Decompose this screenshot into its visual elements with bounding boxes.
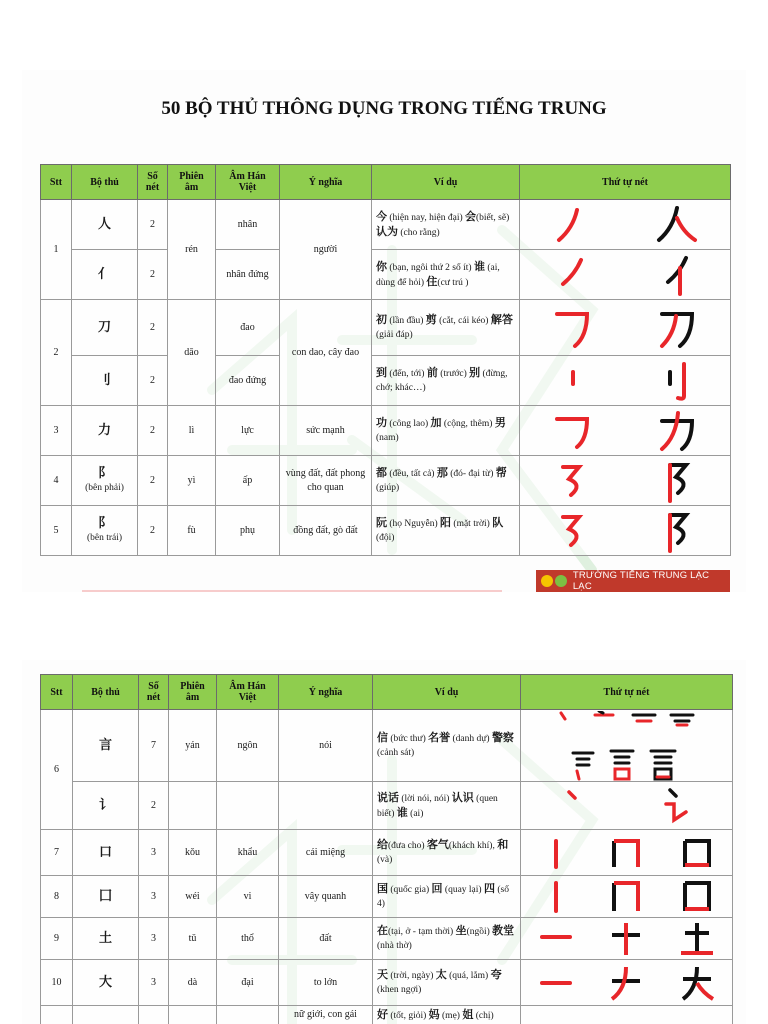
header-stt: Stt bbox=[41, 165, 72, 200]
table-row bbox=[41, 250, 731, 300]
example-gloss: (mẹ) bbox=[439, 1011, 463, 1021]
cell-radical: 囗 bbox=[73, 876, 139, 918]
example-gloss: (ai) bbox=[407, 808, 424, 819]
document-page-1 bbox=[22, 70, 746, 592]
example-gloss: (trời, ngày) bbox=[388, 971, 436, 981]
example-hanzi: 解答 bbox=[490, 313, 513, 326]
cell-example bbox=[373, 710, 521, 782]
cell-stt: 5 bbox=[41, 506, 72, 556]
cell-meaning: vùng đất, đất phong cho quan bbox=[280, 456, 372, 506]
example-hanzi: 阳 bbox=[440, 516, 452, 529]
example-hanzi: 名誉 bbox=[428, 731, 451, 744]
cell-hanviet: lực bbox=[216, 406, 280, 456]
example-hanzi: 住 bbox=[426, 274, 438, 288]
header-strokes: Số nét bbox=[139, 675, 169, 710]
cell-radical: 讠 bbox=[73, 782, 139, 830]
logo-face-icon bbox=[541, 575, 553, 587]
example-gloss: (bức thư) bbox=[388, 734, 429, 744]
cell-stroke-order bbox=[520, 356, 731, 406]
header-meaning: Ý nghĩa bbox=[279, 675, 373, 710]
cell-strokes: 3 bbox=[139, 830, 169, 876]
school-logo-banner bbox=[536, 570, 730, 592]
cell-example bbox=[373, 918, 521, 960]
example-hanzi: 今 bbox=[376, 209, 387, 223]
example-gloss: (khen ngợi) bbox=[377, 985, 422, 995]
cell-hanviet: đao bbox=[216, 300, 280, 356]
cell-meaning: cái miệng bbox=[279, 830, 373, 876]
example-hanzi: 功 bbox=[376, 416, 387, 429]
example-hanzi: 队 bbox=[492, 516, 504, 529]
cell-strokes: 2 bbox=[138, 356, 168, 406]
example-gloss: (cảnh sát) bbox=[377, 748, 415, 758]
table-header-row bbox=[41, 165, 731, 200]
table-row bbox=[41, 300, 731, 356]
example-gloss: (quá, lắm) bbox=[446, 971, 491, 981]
cell-stroke-order bbox=[520, 300, 731, 356]
header-stt: Stt bbox=[41, 675, 73, 710]
example-gloss: (khách khí), bbox=[448, 841, 498, 851]
example-hanzi: 太 bbox=[435, 968, 447, 981]
example-gloss: (tốt, giỏi) bbox=[388, 1011, 429, 1021]
example-hanzi: 在 bbox=[377, 924, 388, 937]
cell-stt: 8 bbox=[41, 876, 73, 918]
example-hanzi: 那 bbox=[436, 466, 448, 479]
cell-pinyin: tǔ bbox=[169, 918, 217, 960]
header-stroke-order: Thứ tự nét bbox=[520, 165, 731, 200]
example-gloss: (nam) bbox=[376, 433, 399, 443]
cell-radical: 阝 (bên phải) bbox=[72, 456, 138, 506]
example-hanzi: 男 bbox=[494, 416, 506, 429]
example-gloss: (họ Nguyễn) bbox=[387, 519, 441, 529]
cell-stt bbox=[41, 1006, 73, 1024]
header-radical: Bộ thủ bbox=[72, 165, 138, 200]
cell-hanviet: nhân đứng bbox=[216, 250, 280, 300]
stroke-order-diagram bbox=[521, 963, 732, 1003]
example-hanzi: 会 bbox=[465, 209, 476, 223]
example-gloss: (hiện nay, hiện đại) bbox=[387, 212, 465, 223]
document-page-2 bbox=[22, 660, 746, 1024]
document-title: 50 BỘ THỦ THÔNG DỤNG TRONG TIẾNG TRUNG bbox=[161, 98, 607, 119]
cell-strokes: 2 bbox=[139, 782, 169, 830]
cell-strokes: 2 bbox=[138, 506, 168, 556]
cell-pinyin: dāo bbox=[168, 300, 216, 406]
table-row bbox=[41, 918, 733, 960]
cell-strokes: 2 bbox=[138, 200, 168, 250]
example-gloss: (biết, sẽ) bbox=[476, 212, 510, 223]
stroke-order-diagram bbox=[521, 711, 732, 781]
cell-example bbox=[372, 456, 520, 506]
cell-meaning: vây quanh bbox=[279, 876, 373, 918]
cell-radical: 力 bbox=[72, 406, 138, 456]
cell-radical bbox=[73, 1006, 139, 1024]
cell-pinyin: yì bbox=[168, 456, 216, 506]
example-gloss: (đừng, chớ; khác…) bbox=[376, 369, 508, 393]
cell-stroke-order bbox=[520, 506, 731, 556]
example-hanzi: 国 bbox=[377, 882, 388, 895]
header-example: Ví dụ bbox=[372, 165, 520, 200]
example-gloss: (giải đáp) bbox=[376, 330, 413, 340]
table-row bbox=[41, 876, 733, 918]
cell-stt: 10 bbox=[41, 960, 73, 1006]
header-radical: Bộ thủ bbox=[73, 675, 139, 710]
table-row bbox=[41, 456, 731, 506]
example-hanzi: 教堂 bbox=[492, 924, 515, 937]
cell-stroke-order bbox=[520, 456, 731, 506]
example-gloss: (công lao) bbox=[387, 419, 431, 429]
cell-stroke-order bbox=[521, 1006, 733, 1024]
cell-radical: 土 bbox=[73, 918, 139, 960]
example-hanzi: 好 bbox=[377, 1008, 388, 1021]
table-row bbox=[41, 200, 731, 250]
example-hanzi: 初 bbox=[376, 313, 387, 326]
cell-pinyin bbox=[169, 782, 217, 830]
example-gloss: (trước) bbox=[437, 369, 470, 379]
table-row bbox=[41, 506, 731, 556]
example-gloss: (quen biết) bbox=[377, 793, 498, 819]
stroke-order-diagram bbox=[521, 919, 732, 959]
header-pinyin: Phiên âm bbox=[169, 675, 217, 710]
stroke-order-diagram bbox=[520, 254, 730, 296]
example-gloss: (danh dự) bbox=[450, 734, 492, 744]
cell-radical: 刂 bbox=[72, 356, 138, 406]
example-hanzi: 夸 bbox=[490, 968, 502, 981]
example-gloss: (quốc gia) bbox=[388, 885, 432, 895]
cell-meaning: nữ giới, con gái bbox=[279, 1006, 373, 1024]
cell-hanviet: khẩu bbox=[217, 830, 279, 876]
example-gloss: (cư trú ) bbox=[437, 277, 469, 288]
logo-face-icon bbox=[555, 575, 567, 587]
cell-radical: 阝 (bên trái) bbox=[72, 506, 138, 556]
header-pinyin: Phiên âm bbox=[168, 165, 216, 200]
table-row bbox=[41, 406, 731, 456]
header-strokes: Số nét bbox=[138, 165, 168, 200]
example-hanzi: 前 bbox=[426, 366, 438, 379]
cell-radical: 大 bbox=[73, 960, 139, 1006]
cell-hanviet: phụ bbox=[216, 506, 280, 556]
cell-radical: 言 bbox=[73, 710, 139, 782]
cell-hanviet: vi bbox=[217, 876, 279, 918]
cell-example bbox=[372, 250, 520, 300]
cell-stroke-order bbox=[521, 782, 733, 830]
example-hanzi: 警察 bbox=[491, 731, 514, 744]
example-gloss: (đều, tất cả) bbox=[387, 469, 437, 479]
example-gloss: (đưa cho) bbox=[388, 841, 427, 851]
stroke-order-diagram bbox=[520, 459, 730, 503]
radicals-table-1 bbox=[40, 164, 731, 556]
example-gloss: (bạn, ngôi thứ 2 số ít) bbox=[387, 262, 474, 273]
stroke-order-diagram bbox=[520, 360, 730, 402]
stroke-order-diagram bbox=[520, 306, 730, 350]
cell-example bbox=[373, 1006, 521, 1024]
cell-strokes: 3 bbox=[139, 876, 169, 918]
example-hanzi: 客气 bbox=[426, 838, 449, 851]
header-hanviet: Âm Hán Việt bbox=[217, 675, 279, 710]
stroke-order-diagram bbox=[520, 509, 730, 553]
radicals-table-2 bbox=[40, 674, 733, 1024]
example-hanzi: 回 bbox=[431, 882, 443, 895]
cell-stt: 9 bbox=[41, 918, 73, 960]
example-gloss: (lời nói, nói) bbox=[399, 793, 452, 804]
cell-example bbox=[373, 960, 521, 1006]
cell-stt: 7 bbox=[41, 830, 73, 876]
cell-pinyin: wéi bbox=[169, 876, 217, 918]
example-gloss: (ai, dùng để hỏi) bbox=[376, 262, 500, 288]
cell-pinyin: lì bbox=[168, 406, 216, 456]
cell-strokes: 3 bbox=[139, 960, 169, 1006]
cell-hanviet bbox=[217, 1006, 279, 1024]
example-hanzi: 给 bbox=[377, 838, 388, 851]
stroke-order-diagram bbox=[521, 833, 732, 873]
example-hanzi: 加 bbox=[430, 416, 442, 429]
example-hanzi: 坐 bbox=[455, 924, 467, 937]
cell-hanviet: nhân bbox=[216, 200, 280, 250]
logo-text: TRƯỜNG TIẾNG TRUNG LẠC LẠC bbox=[572, 570, 710, 592]
cell-radical: 人 bbox=[72, 200, 138, 250]
cell-stroke-order bbox=[521, 960, 733, 1006]
example-hanzi: 剪 bbox=[425, 313, 437, 326]
table-header-row bbox=[41, 675, 733, 710]
stroke-order-diagram bbox=[520, 204, 730, 246]
cell-meaning: nói bbox=[279, 710, 373, 782]
table-row bbox=[41, 356, 731, 406]
example-gloss: (số 4) bbox=[377, 885, 509, 909]
example-hanzi: 你 bbox=[376, 259, 387, 273]
example-hanzi: 阮 bbox=[376, 516, 387, 529]
cell-example bbox=[372, 356, 520, 406]
cell-radical: 亻 bbox=[72, 250, 138, 300]
cell-hanviet: đại bbox=[217, 960, 279, 1006]
example-hanzi: 谁 bbox=[396, 805, 408, 819]
cell-strokes: 2 bbox=[138, 250, 168, 300]
cell-stroke-order bbox=[520, 406, 731, 456]
example-gloss: (đến, tới) bbox=[387, 369, 427, 379]
example-gloss: (chị) bbox=[473, 1011, 494, 1021]
cell-example bbox=[372, 300, 520, 356]
example-hanzi: 妈 bbox=[428, 1008, 440, 1021]
cell-strokes: 3 bbox=[139, 918, 169, 960]
cell-hanviet: ấp bbox=[216, 456, 280, 506]
cell-meaning: đất bbox=[279, 918, 373, 960]
cell-strokes: 2 bbox=[138, 300, 168, 356]
table-row bbox=[41, 782, 733, 830]
example-hanzi: 帮 bbox=[495, 466, 507, 479]
cell-meaning: to lớn bbox=[279, 960, 373, 1006]
cell-stroke-order bbox=[521, 710, 733, 782]
example-gloss: (mặt trời) bbox=[451, 519, 493, 529]
decorative-line bbox=[82, 590, 502, 592]
header-example: Ví dụ bbox=[373, 675, 521, 710]
cell-stroke-order bbox=[521, 918, 733, 960]
example-gloss: (đó- đại từ) bbox=[447, 469, 496, 479]
cell-example bbox=[373, 876, 521, 918]
example-hanzi: 天 bbox=[377, 968, 388, 981]
example-gloss: (nhà thờ) bbox=[377, 941, 412, 951]
cell-example bbox=[372, 506, 520, 556]
cell-stt: 6 bbox=[41, 710, 73, 830]
cell-strokes: 2 bbox=[138, 406, 168, 456]
stroke-order-diagram bbox=[520, 409, 730, 453]
example-hanzi: 和 bbox=[497, 838, 509, 851]
table-row bbox=[41, 960, 733, 1006]
cell-pinyin: rén bbox=[168, 200, 216, 300]
cell-pinyin bbox=[169, 1006, 217, 1024]
example-hanzi: 信 bbox=[377, 731, 388, 744]
cell-hanviet: thổ bbox=[217, 918, 279, 960]
example-hanzi: 到 bbox=[376, 366, 387, 379]
cell-strokes bbox=[139, 1006, 169, 1024]
cell-example bbox=[373, 782, 521, 830]
example-gloss: (cho rằng) bbox=[398, 227, 440, 238]
cell-stroke-order bbox=[521, 830, 733, 876]
example-gloss: (ngồi) bbox=[466, 927, 493, 937]
example-hanzi: 四 bbox=[483, 882, 495, 895]
cell-hanviet bbox=[217, 782, 279, 830]
example-gloss: (cắt, cái kéo) bbox=[436, 316, 491, 326]
cell-strokes: 7 bbox=[139, 710, 169, 782]
example-hanzi: 说话 bbox=[377, 790, 399, 804]
table-row bbox=[41, 830, 733, 876]
example-gloss: (đội) bbox=[376, 533, 395, 543]
example-gloss: (quay lại) bbox=[442, 885, 484, 895]
example-hanzi: 认识 bbox=[451, 790, 474, 804]
example-gloss: (và) bbox=[377, 855, 393, 865]
cell-stroke-order bbox=[521, 876, 733, 918]
cell-meaning: con dao, cây đao bbox=[280, 300, 372, 406]
cell-radical: 刀 bbox=[72, 300, 138, 356]
example-hanzi: 都 bbox=[376, 466, 387, 479]
header-stroke-order: Thứ tự nét bbox=[521, 675, 733, 710]
cell-pinyin: yán bbox=[169, 710, 217, 782]
cell-example bbox=[372, 200, 520, 250]
table-row bbox=[41, 710, 733, 782]
example-gloss: (giúp) bbox=[376, 483, 400, 493]
example-gloss: (cộng, thêm) bbox=[441, 419, 495, 429]
cell-example bbox=[372, 406, 520, 456]
cell-hanviet: ngôn bbox=[217, 710, 279, 782]
cell-stroke-order bbox=[520, 250, 731, 300]
cell-meaning: đồng đất, gò đất bbox=[280, 506, 372, 556]
cell-pinyin: kǒu bbox=[169, 830, 217, 876]
cell-hanviet: đao đứng bbox=[216, 356, 280, 406]
example-gloss: (tại, ở - tạm thời) bbox=[388, 927, 456, 937]
cell-meaning bbox=[279, 782, 373, 830]
example-hanzi: 姐 bbox=[462, 1008, 474, 1021]
header-hanviet: Âm Hán Việt bbox=[216, 165, 280, 200]
cell-radical: 口 bbox=[73, 830, 139, 876]
cell-stroke-order bbox=[520, 200, 731, 250]
stroke-order-diagram bbox=[521, 784, 732, 828]
cell-stt: 3 bbox=[41, 406, 72, 456]
cell-example bbox=[373, 830, 521, 876]
cell-strokes: 2 bbox=[138, 456, 168, 506]
cell-stt: 2 bbox=[41, 300, 72, 406]
cell-stt: 1 bbox=[41, 200, 72, 300]
cell-pinyin: fù bbox=[168, 506, 216, 556]
cell-meaning: người bbox=[280, 200, 372, 300]
example-hanzi: 别 bbox=[469, 366, 481, 379]
cell-stt: 4 bbox=[41, 456, 72, 506]
table-row bbox=[41, 1006, 733, 1024]
example-hanzi: 认为 bbox=[376, 224, 398, 238]
stroke-order-diagram bbox=[521, 877, 732, 917]
example-gloss: (lần đầu) bbox=[387, 316, 426, 326]
cell-pinyin: dà bbox=[169, 960, 217, 1006]
header-meaning: Ý nghĩa bbox=[280, 165, 372, 200]
cell-meaning: sức mạnh bbox=[280, 406, 372, 456]
example-hanzi: 谁 bbox=[473, 259, 485, 273]
